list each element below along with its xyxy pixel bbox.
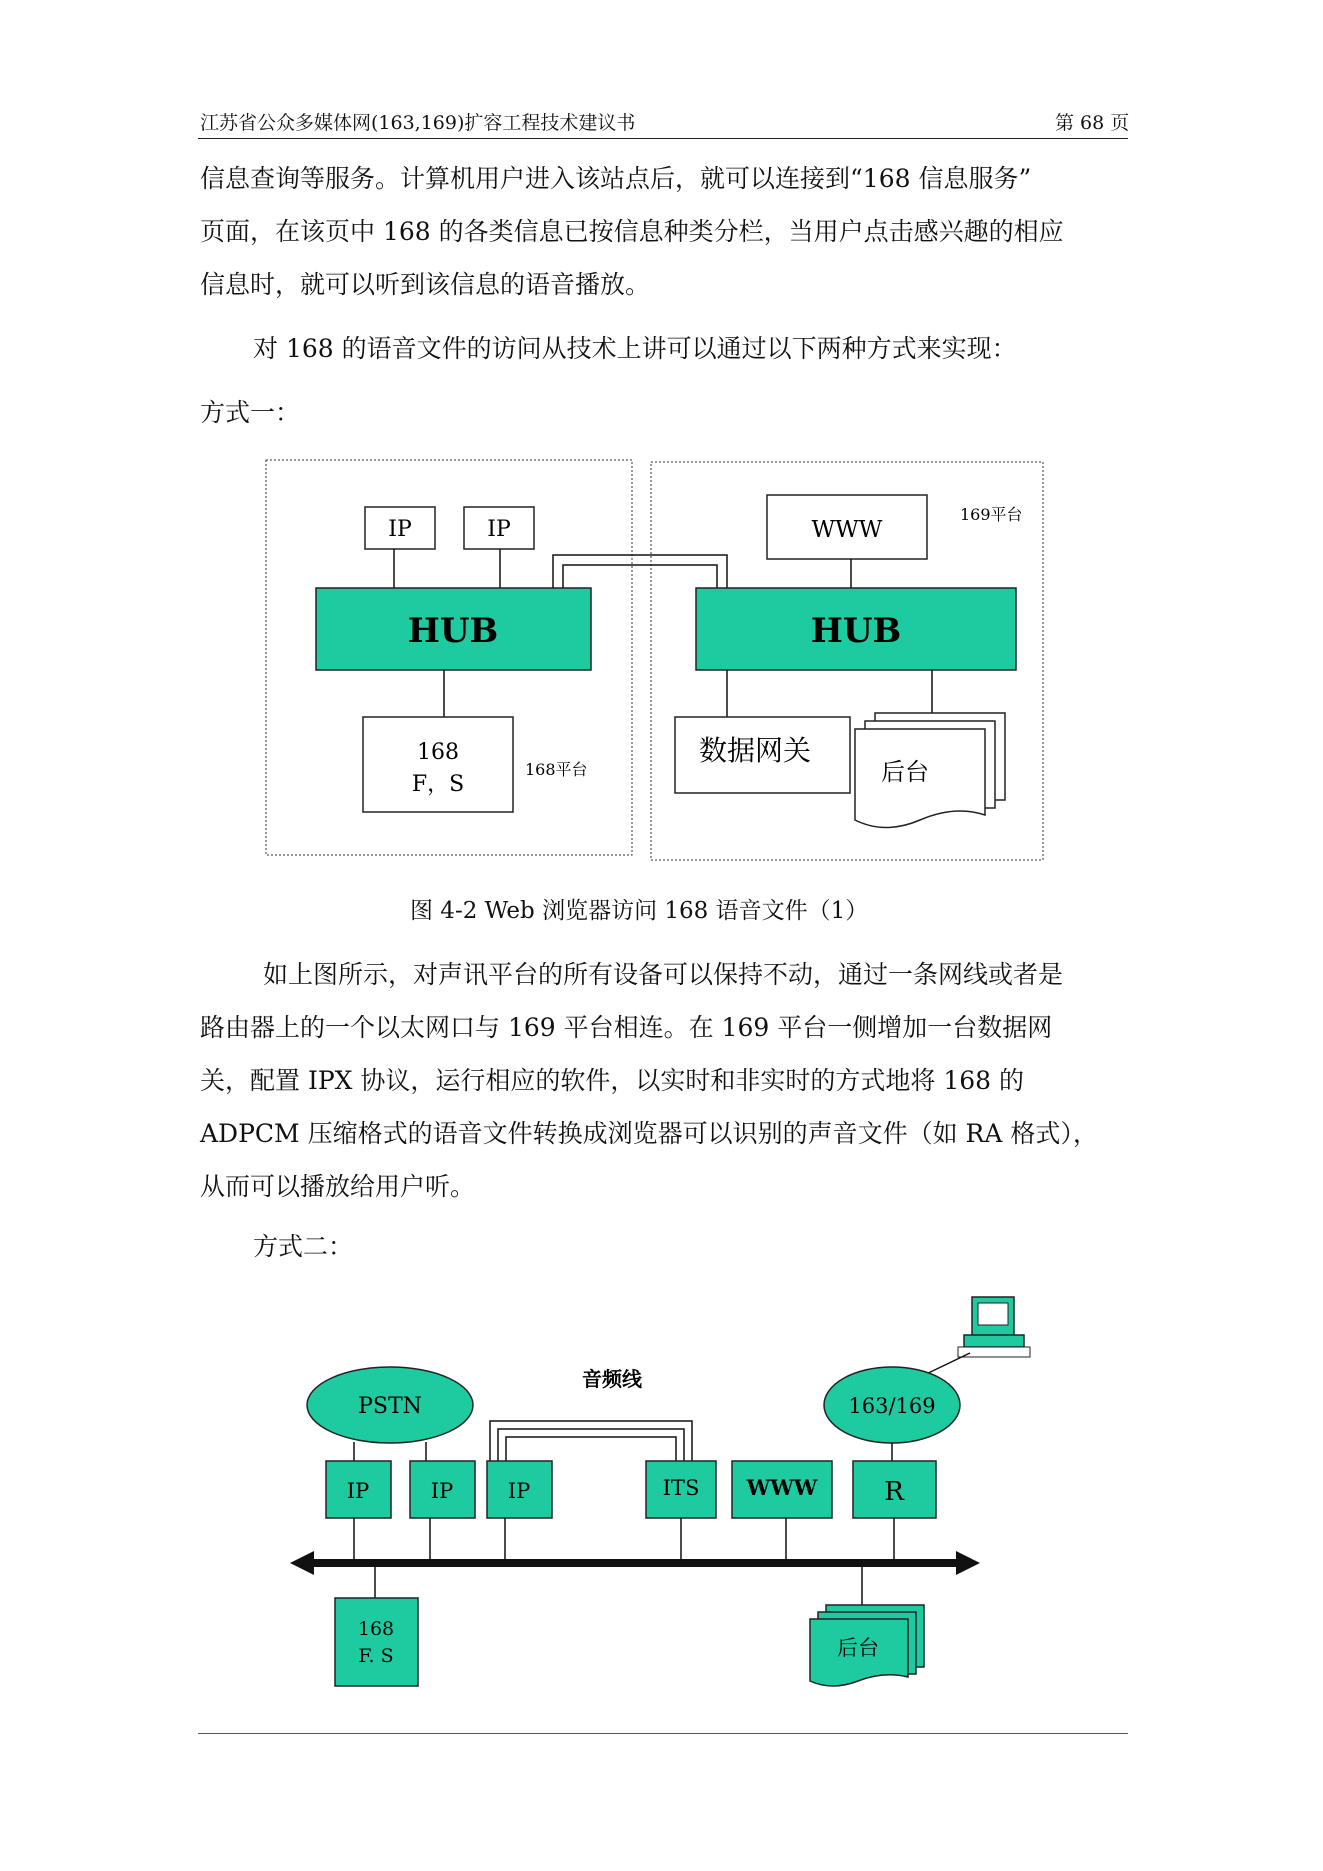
169-platform-label: 169平台: [960, 505, 1023, 524]
backend-documents: [855, 713, 1005, 828]
fs-box: [335, 1598, 418, 1686]
ip-label: IP: [430, 1479, 454, 1503]
bus-arrow-left-icon: [290, 1551, 314, 1575]
its-label: ITS: [662, 1476, 700, 1500]
header-title: 江苏省公众多媒体网(163,169)扩容工程技术建议书: [200, 112, 636, 134]
paragraph-line: 页面，在该页中 168 的各类信息已按信息种类分栏，当用户点击感兴趣的相应: [200, 217, 1064, 246]
fs-label-line1: 168: [357, 1618, 395, 1640]
method-2-heading: 方式二：: [253, 1232, 354, 1261]
paragraph-line: ADPCM 压缩格式的语音文件转换成浏览器可以识别的声音文件（如 RA 格式），: [200, 1119, 1098, 1148]
figure-caption: 图 4-2 Web 浏览器访问 168 语音文件（1）: [410, 898, 869, 924]
data-gateway-label: 数据网关: [698, 734, 812, 767]
ip-label: IP: [487, 517, 511, 542]
paragraph-3: [200, 948, 1130, 1213]
www-label: WWW: [746, 1475, 818, 1500]
fs-label-line2: F，S: [411, 772, 465, 797]
method-1-heading: 方式一：: [200, 398, 301, 427]
header-rule: [198, 138, 1128, 139]
computer-icon: [958, 1297, 1030, 1357]
network-163-169-label: 163/169: [848, 1394, 936, 1418]
ip-label: IP: [346, 1479, 370, 1503]
audio-line-label: 音频线: [582, 1367, 642, 1391]
ip-label: IP: [507, 1479, 531, 1503]
paragraph-line: 如上图所示，对声讯平台的所有设备可以保持不动，通过一条网线或者是: [263, 960, 1064, 989]
paragraph-line: 信息查询等服务。计算机用户进入该站点后，就可以连接到“168 信息服务”: [200, 164, 1032, 193]
hub-label: HUB: [407, 611, 499, 651]
diagram-1: [255, 455, 1055, 875]
paragraph-line: 关，配置 IPX 协议，运行相应的软件，以实时和非实时的方式地将 168 的: [200, 1066, 1025, 1095]
pstn-label: PSTN: [358, 1394, 422, 1419]
paragraph-1: [200, 152, 1130, 311]
diagram-2: [290, 1285, 1050, 1705]
page-number: 第 68 页: [1055, 112, 1130, 134]
168-platform-label: 168平台: [525, 760, 588, 779]
fs-label-line2: F. S: [358, 1645, 394, 1667]
fs-label-line1: 168: [417, 740, 459, 765]
paragraph-line: 从而可以播放给用户听。: [200, 1172, 476, 1201]
paragraph-line: 路由器上的一个以太网口与 169 平台相连。在 169 平台一侧增加一台数据网: [200, 1013, 1053, 1042]
backend-label: 后台: [837, 1636, 879, 1660]
backend-documents: [810, 1605, 924, 1686]
hub-label: HUB: [810, 611, 902, 651]
bus-arrow-right-icon: [956, 1551, 980, 1575]
www-label: WWW: [811, 517, 883, 543]
ip-label: IP: [388, 517, 412, 542]
footer-rule: [198, 1733, 1128, 1734]
router-label: R: [884, 1477, 904, 1507]
paragraph-2: 对 168 的语音文件的访问从技术上讲可以通过以下两种方式来实现：: [253, 334, 1017, 363]
backend-label: 后台: [881, 758, 929, 786]
paragraph-line: 信息时，就可以听到该信息的语音播放。: [200, 270, 651, 299]
